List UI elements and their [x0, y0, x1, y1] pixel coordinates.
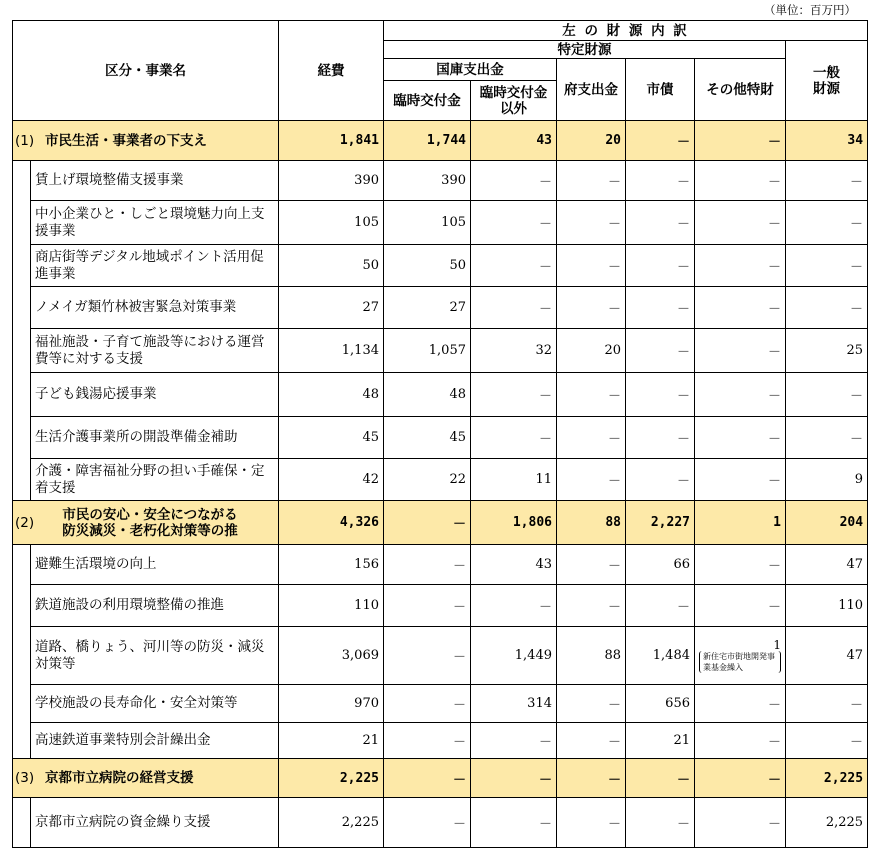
indent-cell [13, 723, 31, 759]
item-value: － [557, 685, 626, 723]
indent-cell [13, 161, 31, 201]
item-value: － [471, 373, 557, 417]
indent-cell [13, 245, 31, 287]
indent-cell [13, 545, 31, 585]
section-value: 2,225 [786, 759, 868, 798]
item-value: 25 [786, 329, 868, 373]
item-name: ノメイガ類竹林被害緊急対策事業 [31, 287, 279, 329]
section-value: 1,744 [384, 121, 471, 161]
indent-cell [13, 329, 31, 373]
table-row [13, 798, 868, 848]
section-value: 2,225 [279, 759, 384, 798]
item-name: 高速鉄道事業特別会計繰出金 [31, 723, 279, 759]
item-value: － [695, 245, 786, 287]
section-value: － [471, 759, 557, 798]
indent-cell [13, 627, 31, 685]
item-value: － [626, 287, 695, 329]
item-value: 2,225 [279, 798, 384, 848]
item-value: － [695, 798, 786, 848]
header-national: 国庫支出金 [384, 59, 557, 81]
item-value: － [384, 545, 471, 585]
item-value: 1,134 [279, 329, 384, 373]
item-value: － [557, 585, 626, 627]
item-value: － [557, 545, 626, 585]
item-value: 45 [384, 417, 471, 459]
item-value: 11 [471, 459, 557, 501]
item-value: 21 [626, 723, 695, 759]
item-value: 970 [279, 685, 384, 723]
item-value: － [557, 798, 626, 848]
table-row [13, 201, 868, 245]
header-bond: 市債 [626, 59, 695, 121]
item-value: 50 [279, 245, 384, 287]
item-value: 50 [384, 245, 471, 287]
item-value: － [557, 245, 626, 287]
indent-cell [13, 585, 31, 627]
item-value: 45 [279, 417, 384, 459]
item-value: － [626, 329, 695, 373]
item-value: 42 [279, 459, 384, 501]
header-prefectural: 府支出金 [557, 59, 626, 121]
item-value: 48 [384, 373, 471, 417]
item-value: － [471, 287, 557, 329]
table-row [13, 545, 868, 585]
item-name: 福祉施設・子育て施設等における運営費等に対する支援 [31, 329, 279, 373]
item-value: － [786, 201, 868, 245]
item-value: － [557, 373, 626, 417]
section-value: － [384, 759, 471, 798]
item-value: － [626, 798, 695, 848]
item-value: － [695, 329, 786, 373]
section-value: 4,326 [279, 501, 384, 545]
item-value: － [695, 685, 786, 723]
section-value: 20 [557, 121, 626, 161]
item-value: － [557, 417, 626, 459]
item-value: 22 [384, 459, 471, 501]
item-value: － [786, 161, 868, 201]
item-value: － [695, 287, 786, 329]
item-value: － [471, 417, 557, 459]
item-value: － [384, 685, 471, 723]
item-value: － [557, 459, 626, 501]
table-row [13, 585, 868, 627]
header-specific: 特定財源 [384, 41, 786, 59]
item-value: 47 [786, 627, 868, 685]
item-value: 105 [279, 201, 384, 245]
item-name: 子ども銭湯応援事業 [31, 373, 279, 417]
item-value: － [471, 585, 557, 627]
item-value: － [557, 161, 626, 201]
indent-cell [13, 459, 31, 501]
section-row [13, 501, 868, 545]
item-value: － [557, 287, 626, 329]
item-value: 47 [786, 545, 868, 585]
item-value: 656 [626, 685, 695, 723]
table-row [13, 287, 868, 329]
item-name: 学校施設の長寿命化・安全対策等 [31, 685, 279, 723]
item-value: － [786, 245, 868, 287]
item-name: 商店街等デジタル地域ポイント活用促進事業 [31, 245, 279, 287]
section-number: (3) [15, 770, 35, 786]
item-value: － [471, 201, 557, 245]
item-value: 43 [471, 545, 557, 585]
item-value: 2,225 [786, 798, 868, 848]
item-value: 32 [471, 329, 557, 373]
section-value: 1 [695, 501, 786, 545]
section-title: (1) 市民生活・事業者の下支え [13, 121, 279, 161]
item-value: 314 [471, 685, 557, 723]
item-value: － [695, 373, 786, 417]
item-value: 9 [786, 459, 868, 501]
item-name: 鉄道施設の利用環境整備の推進 [31, 585, 279, 627]
section-value: － [557, 759, 626, 798]
item-value: 110 [786, 585, 868, 627]
item-value: － [695, 585, 786, 627]
table-row [13, 245, 868, 287]
item-value: 27 [279, 287, 384, 329]
item-value: － [695, 201, 786, 245]
section-value: － [626, 759, 695, 798]
section-value: － [695, 759, 786, 798]
item-value: － [695, 459, 786, 501]
item-name: 道路、橋りょう、河川等の防災・減災対策等 [31, 627, 279, 685]
table-row [13, 161, 868, 201]
table-row [13, 685, 868, 723]
section-number: (1) [15, 132, 35, 149]
table-row [13, 723, 868, 759]
section-title: (3) 京都市立病院の経営支援 [13, 759, 279, 798]
section-number: (2) [15, 514, 35, 531]
item-value: － [695, 723, 786, 759]
header-temp-grant-other: 臨時交付金 以外 [471, 81, 557, 121]
item-value: 1,449 [471, 627, 557, 685]
indent-cell [13, 417, 31, 459]
item-value: 21 [279, 723, 384, 759]
indent-cell [13, 287, 31, 329]
item-value: － [786, 287, 868, 329]
item-value: 88 [557, 627, 626, 685]
item-name: 中小企業ひと・しごと環境魅力向上支援事業 [31, 201, 279, 245]
section-value: 88 [557, 501, 626, 545]
item-value: － [626, 459, 695, 501]
item-name: 賃上げ環境整備支援事業 [31, 161, 279, 201]
item-value: － [695, 161, 786, 201]
header-breakdown: 左 の 財 源 内 訳 [384, 21, 868, 41]
item-value: － [384, 585, 471, 627]
item-value: － [626, 201, 695, 245]
header-cost: 経費 [279, 21, 384, 121]
section-value: 43 [471, 121, 557, 161]
item-value: － [626, 161, 695, 201]
item-value: － [384, 627, 471, 685]
section-title: (2) 市民の安心・安全につながる 防災減災・老朽化対策等の推 [13, 501, 279, 545]
item-value: 390 [384, 161, 471, 201]
item-value: 48 [279, 373, 384, 417]
table-row [13, 627, 868, 685]
section-row [13, 759, 868, 798]
section-value: 34 [786, 121, 868, 161]
item-value: 1,484 [626, 627, 695, 685]
item-value: 1,057 [384, 329, 471, 373]
item-value: － [786, 373, 868, 417]
item-value: 110 [279, 585, 384, 627]
item-value: － [626, 245, 695, 287]
budget-table [12, 20, 868, 848]
table-row [13, 459, 868, 501]
section-value: 2,227 [626, 501, 695, 545]
item-value: 27 [384, 287, 471, 329]
header-other-specific: その他特財 [695, 59, 786, 121]
item-note: 新住宅市街地開発事業基金繰入 [699, 651, 781, 673]
item-value: － [471, 798, 557, 848]
item-name: 介護・障害福祉分野の担い手確保・定着支援 [31, 459, 279, 501]
table-row [13, 329, 868, 373]
item-value: － [471, 723, 557, 759]
item-value: 66 [626, 545, 695, 585]
section-row [13, 121, 868, 161]
item-value: 390 [279, 161, 384, 201]
item-value: － [384, 723, 471, 759]
table-row [13, 417, 868, 459]
item-value: － [786, 417, 868, 459]
item-value: － [557, 201, 626, 245]
header-general: 一般 財源 [786, 41, 868, 121]
item-value: － [786, 723, 868, 759]
indent-cell [13, 373, 31, 417]
item-name: 生活介護事業所の開設準備金補助 [31, 417, 279, 459]
item-value: － [695, 545, 786, 585]
section-value: － [384, 501, 471, 545]
unit-label: （単位：百万円） [764, 3, 856, 17]
item-value: 105 [384, 201, 471, 245]
item-value: 1 新住宅市街地開発事業基金繰入 [695, 627, 786, 685]
section-value: － [626, 121, 695, 161]
item-name: 避難生活環境の向上 [31, 545, 279, 585]
section-value: 1,806 [471, 501, 557, 545]
section-value: 204 [786, 501, 868, 545]
item-name: 京都市立病院の資金繰り支援 [31, 798, 279, 848]
section-value: 1,841 [279, 121, 384, 161]
item-value: － [557, 723, 626, 759]
item-value: 156 [279, 545, 384, 585]
item-value: － [471, 245, 557, 287]
item-value: － [626, 585, 695, 627]
item-value: － [695, 417, 786, 459]
header-temp-grant: 臨時交付金 [384, 81, 471, 121]
item-value: － [626, 417, 695, 459]
item-value: － [384, 798, 471, 848]
section-value: － [695, 121, 786, 161]
item-value: － [786, 685, 868, 723]
indent-cell [13, 685, 31, 723]
item-value: 20 [557, 329, 626, 373]
indent-cell [13, 201, 31, 245]
indent-cell [13, 798, 31, 848]
table-row [13, 373, 868, 417]
item-value: － [471, 161, 557, 201]
item-value: 3,069 [279, 627, 384, 685]
item-value: － [626, 373, 695, 417]
header-category: 区分・事業名 [13, 21, 279, 121]
